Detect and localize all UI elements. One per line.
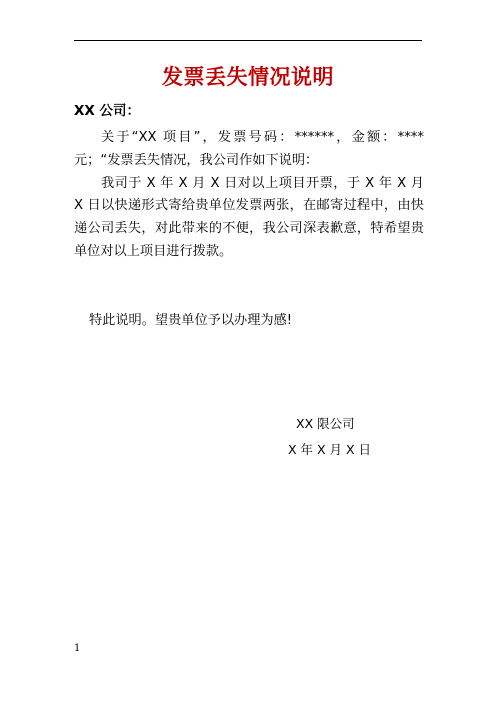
document-title: 发票丢失情况说明: [162, 65, 334, 89]
paragraph-explanation: 我司于 X 年 X 月 X 日对以上项目开票，于 X 年 X 月 X 日以快递形式寄给贵单位发票两张，在邮寄过程中，由快递公司丢失，对此带来的不便，我公司深表歉意，特希望贵单位对以上项目进行拨款。: [74, 175, 424, 259]
signer-company: XX 限公司: [296, 416, 355, 431]
signature-date: X 年 X 月 X 日: [288, 442, 372, 457]
body-text: [74, 127, 424, 264]
header-rule: [74, 40, 422, 41]
page-number: 1: [74, 643, 81, 654]
salutation: XX 公司：: [74, 103, 141, 119]
paragraph-invoice-info: 关于“XX 项目”，发票号码：******，金额：****元；“发票丢失情况，我公司作如下说明：: [74, 130, 424, 168]
closing-statement: 特此说明。望贵单位予以办理为感!: [89, 313, 293, 328]
